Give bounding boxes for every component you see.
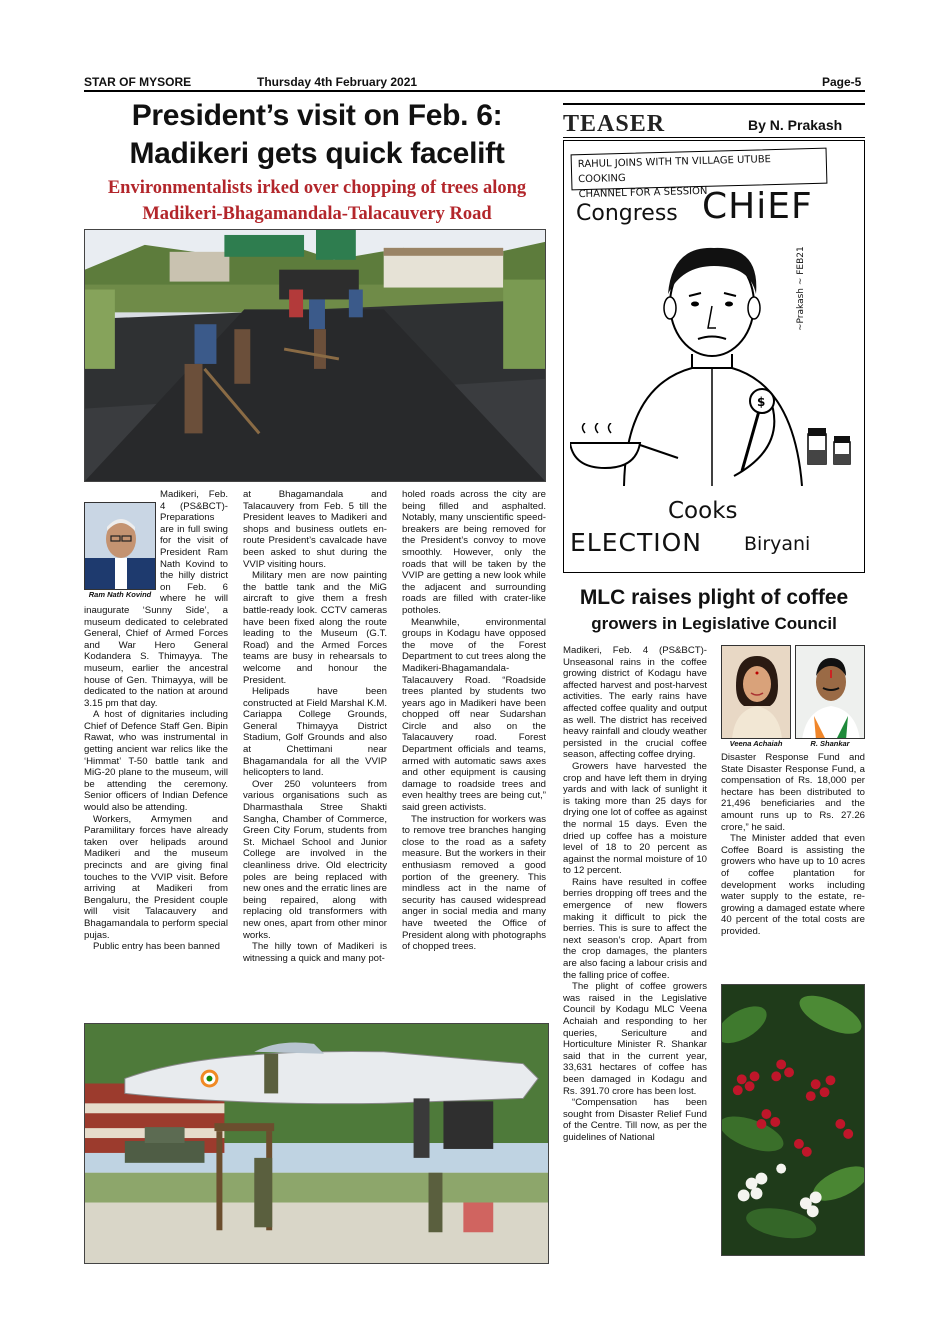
mlc-headline-line2: growers in Legislative Council <box>591 614 837 633</box>
mig-aircraft-photo <box>84 1023 549 1264</box>
paper-name: STAR OF MYSORE <box>84 75 192 89</box>
road-repair-photo <box>84 229 546 482</box>
teaser-cartoon <box>563 140 865 573</box>
lead-column-3 <box>402 489 546 1019</box>
lead-subhead-line2: Madikeri-Bhagamandala-Talacauvery Road <box>142 204 492 224</box>
mlc-col1-para4: The plight of coffee growers was raised in the Legislative Council by Kodagu MLC Veena Achaiah and responding to her queries, Sericulture and Horticulture Minister R. Shankar said that in the current year, 33,631 hectares of coffee has been damaged in Kodagu and Rs. 391.70 crore has been lost. <box>563 981 707 1097</box>
lead-headline-line1: President’s visit on Feb. 6: <box>131 99 503 132</box>
veena-achaiah-inset <box>721 645 791 749</box>
lead-col2-para3: Helipads have been constructed at Field Marshal K.M. Cariappa College Grounds, General Thimayya District Stadium, Golf Grounds and also at Chettimani near Bhagamandala for all the VVIP helicopters to land. <box>243 686 387 779</box>
lead-column-1 <box>84 489 228 1019</box>
page-number: Page-5 <box>822 75 862 89</box>
cartoon-caption-line1: RAHUL JOINS WITH TN VILLAGE UTUBE COOKING <box>577 154 772 186</box>
teaser-top-rule <box>563 103 865 105</box>
cartoon-caption-line2: CHANNEL FOR A SESSION <box>578 185 708 201</box>
lead-col2-para2: Military men are now painting the battle tank and the MiG aircraft to give them a fresh battle-ready look. CCTV cameras have been fixed along the route leading to the Museum (G.T. Road) and the Armed Forces teams are busy in rehearsals to welcome and honour the President. <box>243 570 387 686</box>
lead-col2-para1: at Bhagamandala and Talacauvery from Feb. 5 till the President leaves to Madikeri and shops and business outlets en-route President’s cavalcade have been asked to shut during the VVIP visiting hours. <box>243 489 387 570</box>
veena-achaiah-caption: Veena Achaiah <box>721 739 791 749</box>
lead-col1-para3: Workers, Armymen and Paramilitary forces have already taken over helipads around Madikeri and the museum precincts and are giving final touches to the VVIP visit. Before arriving at Madikeri from Bengaluru, the President couple will visit Talacauvery and Bhagamandala to perform special pujas. <box>84 813 228 941</box>
lead-col3-para3: The instruction for workers was to remove tree branches hanging close to the road as a safety measure. But the workers in their enthusiasm removed a good portion of the greenery. This mindless act in the name of security has caused widespread anger in social media and many have tweeted the Office of President along with photographs of chopped trees. <box>402 813 546 953</box>
lead-col1-para4: Public entry has been banned <box>93 941 220 953</box>
r-shankar-portrait <box>795 645 865 739</box>
header-rule <box>84 90 865 92</box>
cartoon-signature: ~Prakash ~ FEB21 <box>796 246 806 331</box>
cartoon-label-congress: Congress <box>576 201 678 226</box>
lead-col1-para1: Madikeri, Feb. 4 (PS&BCT)- Preparations are in full swing for the visit of President Ram Nath Kovind to the hilly district on Feb. 6 where he will inaugurate ‘Sunny Side’, a museum dedicated to celebrated General, Chief of Armed Forces and War Hero General Kodandera S. Thimayya. The museum, earlier the ancestral house of Gen. Thimayya, will be dedicated to the nation at around 3.15 pm that day. <box>84 489 228 709</box>
lead-headline-line2: Madikeri gets quick facelift <box>129 137 505 170</box>
lead-headline <box>84 97 550 173</box>
cartoon-label-cooks: Cooks <box>668 498 738 524</box>
mlc-col1-para1: Madikeri, Feb. 4 (PS&BCT)- Unseasonal rains in the coffee growing district of Kodagu have affected harvest and post-harvest activities. The early rains have affected coffee quality and output as well. The district has received heavy rainfall and cloudy weather persisted in the crucial coffee season, affecting coffee drying. <box>563 645 707 761</box>
cartoon-pot <box>570 423 680 483</box>
mlc-column-1 <box>563 645 707 1265</box>
lead-subhead-line1: Environmentalists irked over chopping of trees along <box>107 178 527 198</box>
lead-column-2 <box>243 489 387 1019</box>
r-shankar-caption: R. Shankar <box>795 739 865 749</box>
president-inset <box>84 502 156 600</box>
cartoon-label-election: ELECTION <box>570 528 702 557</box>
mlc-headline <box>563 584 865 636</box>
cartoon-label-biryani: Biryani <box>744 533 811 555</box>
mlc-col1-para3: Rains have resulted in coffee berries dropping off trees and the emergence of new flowers making it difficult to pick the berries. This is sure to affect the next season’s crop. Apart from the crop damages, the planters are also facing a labour crisis and the falling price of coffee. <box>563 876 707 981</box>
svg-text:$: $ <box>757 395 766 409</box>
teaser-byline: By N. Prakash <box>748 117 843 133</box>
mlc-col1-para2: Growers have harvested the crop and have left them in drying yards and with lack of sunlight it is taking more than 25 days for drying one lot of coffee as against the normal 15 days. Even the dried up coffee has a moisture level of 18 to 20 percent as against the normal moisture of 10 to 12 percent. <box>563 760 707 877</box>
coffee-berries-photo <box>721 984 865 1256</box>
teaser-bottom-rule <box>563 137 865 138</box>
teaser-title: TEASER <box>563 111 666 137</box>
r-shankar-inset <box>795 645 865 749</box>
mlc-col1-para5: “Compensation has been sought from Disaster Relief Fund of the Centre. Till now, as per the guidelines of National <box>563 1097 707 1143</box>
president-caption: Ram Nath Kovind <box>84 590 156 600</box>
mlc-col2-para1: Disaster Response Fund and State Disaster Response Fund, a compensation of Rs. 18,000 per hectare has been distributed to 21,496 beneficiaries and the amount runs up to Rs. 27.26 crore,” he said. <box>721 752 865 833</box>
president-portrait <box>84 502 156 590</box>
mlc-column-2 <box>721 752 865 982</box>
lead-col2-para4: Over 250 volunteers from various organisations such as Dharmasthala Stree Shakti Sangha, Chamber of Commerce, Green City Forum, students from St. Michael School and Junior College are involved in the cleanliness drive. Old electricity poles are being replaced with new ones and the erratic lines are being repaired, along with replacing old transformers with new ones, apart from other minor works. <box>243 778 387 941</box>
veena-achaiah-portrait <box>721 645 791 739</box>
issue-date: Thursday 4th February 2021 <box>257 75 418 89</box>
lead-subhead <box>84 175 550 227</box>
cartoon-jars <box>804 426 864 471</box>
mlc-headline-line1: MLC raises plight of coffee <box>579 586 849 609</box>
mlc-col2-para2: The Minister added that even Coffee Board is assisting the growers who have up to 10 acres of coffee plantation for development works including water supply to the estate, re-growing a damaged estate where 40 percent of the total costs are provided. <box>721 833 865 937</box>
cartoon-caption-box <box>571 148 828 201</box>
lead-col3-para1: holed roads across the city are being filled and asphalted. Notably, many unscientific speed-breakers are being removed for the President’s convoy to move smoothly. However, only the roads that will be taken by the VVIP are getting a new look while the adjacent and surrounding roads are filled with crater-like potholes. <box>402 489 546 616</box>
lead-col1-para2: A host of dignitaries including Chief of Defence Staff Gen. Bipin Rawat, who was instrumental in getting ancient war relics like the ‘Himmat’ T-50 battle tank and MiG-20 plane to the museum, will be attending the ceremony. Senior officers of Indian Defence would also be attending. <box>84 709 228 814</box>
lead-col3-para2: Meanwhile, environmental groups in Kodagu have opposed the move of the Forest Department to cut trees along the Madikeri-Bhagamandala-Talacauvery Road. “Roadside trees planted by students two years ago in Madikeri have been chopped off near Sudarshan Circle and also on the Talacauvery road. Forest Department officials and teams, armed with automatic saws axes and other equipment is causing damage to roadside trees and even healthy trees are being cut,” said green activists. <box>402 616 546 814</box>
lead-col2-para5: The hilly town of Madikeri is witnessing a quick and many pot- <box>243 941 387 964</box>
cartoon-label-chief: CHiEF <box>702 186 813 227</box>
